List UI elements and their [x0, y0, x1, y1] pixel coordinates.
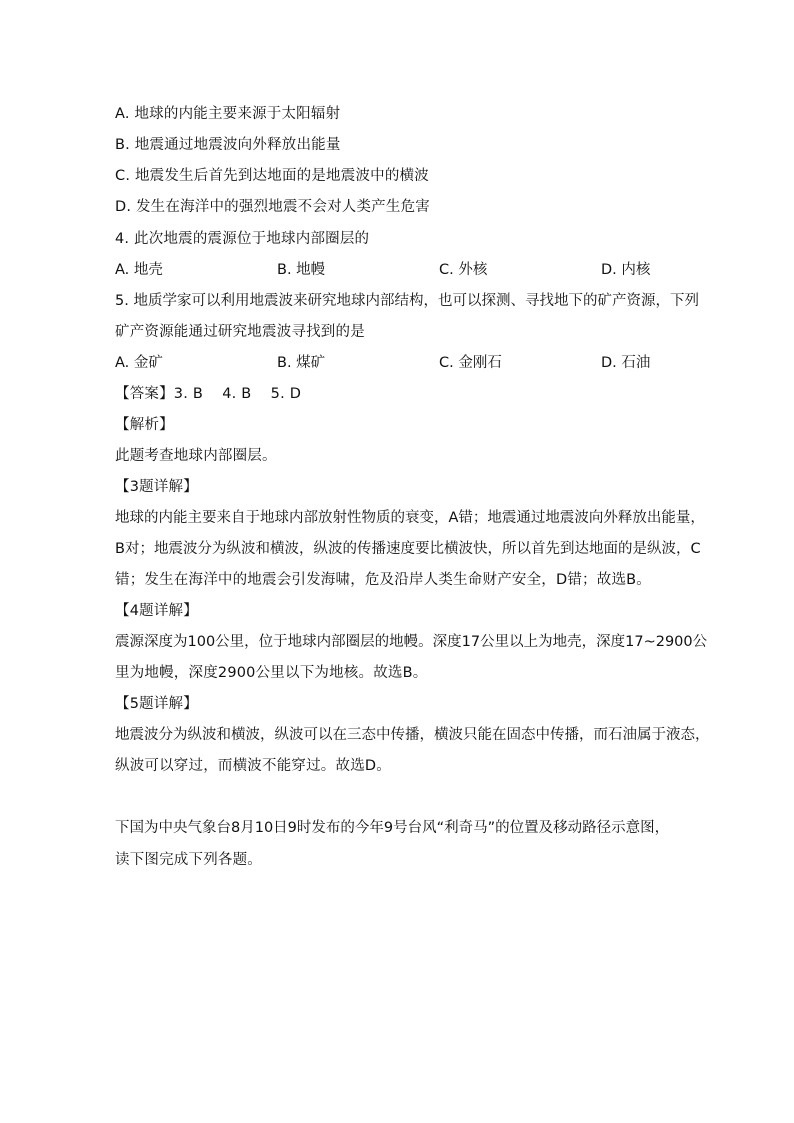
q4-option-c: C. 外核 — [439, 262, 488, 278]
q3-option-a: A. 地球的内能主要来源于太阳辐射 — [115, 106, 341, 122]
q5-stem-line1: 5. 地质学家可以利用地震波来研究地球内部结构，也可以探测、寻找地下的矿产资源，下列 — [115, 293, 699, 309]
q5-option-d: D. 石油 — [601, 355, 651, 371]
detail-4-line1: 震源深度为100公里，位于地球内部圈层的地幔。深度17公里以上为地壳，深度17~2900公 — [115, 634, 708, 650]
q4-option-a: A. 地壳 — [115, 262, 163, 278]
detail-3-line3: 错；发生在海洋中的地震会引发海啸，危及沿岸人类生命财产安全，D错；故选B。 — [115, 572, 652, 588]
q4-stem: 4. 此次地震的震源位于地球内部圈层的 — [115, 231, 370, 247]
intro-line1: 下国为中央气象台8月10日9时发布的今年9号台风“利奇马”的位置及移动路径示意图， — [115, 820, 670, 836]
detail-5-line1: 地震波分为纵波和横波，纵波可以在三态中传播，横波只能在固态中传播，而石油属于液态， — [115, 727, 710, 743]
detail-5-title: 【5题详解】 — [115, 696, 198, 712]
q4-option-d: D. 内核 — [601, 262, 651, 278]
q4-option-b: B. 地幔 — [277, 262, 326, 278]
detail-3-line1: 地球的内能主要来自于地球内部放射性物质的衰变，A错；地震通过地震波向外释放出能量， — [115, 510, 705, 526]
answer-line: 【答案】3. B 4. B 5. D — [115, 386, 302, 402]
q5-option-a: A. 金矿 — [115, 355, 163, 371]
detail-4-line2: 里为地幔，深度2900公里以下为地核。故选B。 — [115, 665, 428, 681]
analysis-text: 此题考查地球内部圈层。 — [115, 448, 277, 464]
intro-line2: 读下图完成下列各题。 — [115, 852, 262, 868]
detail-5-line2: 纵波可以穿过，而横波不能穿过。故选D。 — [115, 758, 391, 774]
detail-3-line2: B对；地震波分为纵波和横波，纵波的传播速度要比横波快，所以首先到达地面的是纵波，C — [115, 541, 701, 557]
detail-4-title: 【4题详解】 — [115, 603, 198, 619]
q3-option-b: B. 地震通过地震波向外释放出能量 — [115, 137, 341, 153]
q3-option-d: D. 发生在海洋中的强烈地震不会对人类产生危害 — [115, 199, 430, 215]
q5-option-b: B. 煤矿 — [277, 355, 326, 371]
q5-option-c: C. 金刚石 — [439, 355, 502, 371]
analysis-title: 【解析】 — [115, 417, 174, 433]
q5-stem-line2: 矿产资源能通过研究地震波寻找到的是 — [115, 324, 365, 340]
detail-3-title: 【3题详解】 — [115, 479, 198, 495]
q3-option-c: C. 地震发生后首先到达地面的是地震波中的横波 — [115, 168, 429, 184]
